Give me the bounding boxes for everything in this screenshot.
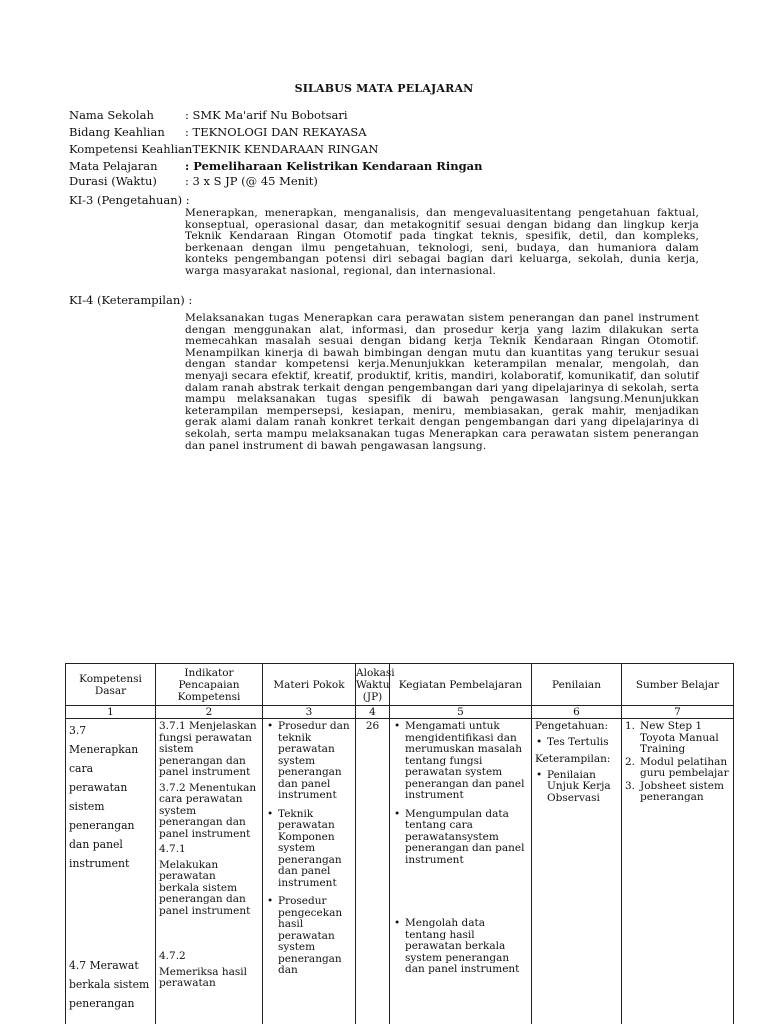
identity-value: : TEKNIK KENDARAAN RINGAN (185, 142, 379, 156)
ki3-label: KI-3 (Pengetahuan) : (69, 193, 190, 207)
ki3-text: Menerapkan, menerapkan, menganalisis, dan mengevaluasitentang pengetahuan faktual, konseptual, operasional dasar, dan metakognitif sesuai dengan bidang dan lingkup kerja Teknik Kendaraan Ringan Otomotif pada tingkat teknis, spesifik, detil, dan kompleks, berkenaan dengan ilmu pengetahuan, teknologi, seni, budaya, dan humaniora dalam konteks pengembangan potensi diri sebagai bagian dari keluarga, sekolah, dunia kerja, warga masyarakat nasional, regional, dan internasional. (185, 207, 699, 277)
indikator-item: 4.7.1 (159, 843, 186, 855)
list-item: • Mengumpulan data tentang cara perawatansystem penerangan dan panel instrument (393, 809, 528, 867)
ki4-text: Melaksanakan tugas Menerapkan cara perawatan sistem penerangan dan panel instrument dengan menggunakan alat, informasi, dan prosedur kerja yang lazim dilakukan serta memecahkan masalah sesuai dengan bidang kerja Teknik Kendaraan Ringan Otomotif. Menampilkan kinerja di bawah bimbingan dengan mutu dan kuantitas yang terukur sesuai dengan standar kompetensi kerja.Menunjukkan keterampilan menalar, mengolah, dan menyaji secara efektif, kreatif, produktif, kritis, mandiri, kolaboratif, komunikatif, dan solutif dalam ranah abstrak terkait dengan pengembangan dari yang dipelajarinya di sekolah, serta mampu melaksanakan tugas spesifik di bawah pengawasan langsung.Menunjukkan keterampilan mempersepsi, kesiapan, meniru, membiasakan, gerak mahir, menjadikan gerak alami dalam ranah konkret terkait dengan pengembangan dari yang dipelajarinya di sekolah, serta mampu melaksanakan tugas Menerapkan cara perawatan sistem penerangan dan panel instrument di bawah pengawasan langsung. (185, 312, 699, 452)
identity-row-competency (69, 142, 378, 156)
list-item: • Penilaian Unjuk Kerja Observasi (535, 770, 618, 805)
list-item: • Mengolah data tentang hasil perawatan berkala system penerangan dan panel instrument (393, 918, 528, 976)
identity-label: Kompetensi Keahlian (69, 142, 193, 156)
column-number: 6 (532, 706, 622, 719)
header-kompetensi-dasar: Kompetensi Dasar (66, 664, 156, 706)
list-number: 2. (625, 755, 636, 768)
identity-value: : 3 x S JP (@ 45 Menit) (185, 174, 318, 188)
alokasi-cell: 26 (356, 719, 390, 1024)
header-sumber-belajar: Sumber Belajar (622, 664, 734, 706)
list-item: • Tes Tertulis (535, 737, 618, 749)
header-kegiatan: Kegiatan Pembelajaran (390, 664, 532, 706)
column-number: 2 (156, 706, 263, 719)
column-number: 1 (66, 706, 156, 719)
penilaian-pengetahuan-label: Pengetahuan: (535, 720, 609, 732)
column-number: 4 (356, 706, 390, 719)
list-item (625, 781, 730, 804)
indikator-item: Melakukan perawatan berkala sistem penerangan dan panel instrument (159, 858, 251, 917)
header-penilaian: Penilaian (532, 664, 622, 706)
penilaian-keterampilan-label: Keterampilan: (535, 753, 611, 765)
list-number: 1. (625, 720, 636, 732)
sumber-text: Modul pelatihan guru pembelajar (640, 755, 729, 779)
materi-list (266, 721, 352, 977)
column-number: 3 (263, 706, 356, 719)
header-indikator: Indikator Pencapaian Kompetensi (156, 664, 263, 706)
document-title: SILABUS MATA PELAJARAN (294, 82, 474, 95)
identity-row-school (69, 108, 348, 122)
table-row (66, 719, 734, 1024)
kd-3-7: 3.7 Menerapkan cara perawatan sistem penerangan dan panel instrument (69, 724, 139, 870)
sumber-list (625, 721, 730, 804)
list-item: • Prosedur dan teknik perawatan system penerangan dan panel instrument (266, 721, 352, 802)
indikator-item: 3.7.1 Menjelaskan fungsi perawatan sistem penerangan dan panel instrument (159, 720, 257, 778)
list-number: 3. (625, 779, 636, 792)
kd-cell (66, 719, 156, 1024)
kegiatan-cell (390, 719, 532, 1024)
identity-value: : Pemeliharaan Kelistrikan Kendaraan Ringan (185, 159, 483, 173)
identity-value: : SMK Ma'arif Nu Bobotsari (185, 108, 348, 122)
kegiatan-list (393, 721, 528, 976)
materi-cell (263, 719, 356, 1024)
sumber-cell (622, 719, 734, 1024)
list-item: • Teknik perawatan Komponen system penerangan dan panel instrument (266, 809, 352, 890)
identity-row-duration (69, 174, 318, 188)
header-materi-pokok: Materi Pokok (263, 664, 356, 706)
identity-label: Durasi (Waktu) (69, 174, 157, 188)
kd-4-7: 4.7 Merawat berkala sistem penerangan (69, 959, 150, 1010)
table-header-row (66, 664, 734, 706)
identity-row-subject (69, 159, 482, 173)
column-number: 7 (622, 706, 734, 719)
penilaian-cell (532, 719, 622, 1024)
identity-row-field (69, 125, 367, 139)
identity-label: Mata Pelajaran (69, 159, 158, 173)
sumber-text: New Step 1 Toyota Manual Training (640, 720, 719, 755)
table-number-row (66, 706, 734, 719)
header-alokasi-waktu: Alokasi Waktu (JP) (356, 664, 390, 706)
indikator-item: 3.7.2 Menentukan cara perawatan system penerangan dan panel instrument (159, 781, 257, 840)
identity-value: : TEKNOLOGI DAN REKAYASA (185, 125, 367, 139)
indikator-cell (156, 719, 263, 1024)
penilaian-keterampilan-list (535, 770, 618, 805)
ki4-label: KI-4 (Keterampilan) : (69, 293, 193, 307)
list-item (625, 757, 730, 780)
list-item: • Mengamati untuk mengidentifikasi dan merumuskan masalah tentang fungsi perawatan system penerangan dan panel instrument (393, 721, 528, 802)
indikator-item: Memeriksa hasil perawatan (159, 965, 247, 989)
identity-label: Bidang Keahlian (69, 125, 165, 139)
list-item: • Prosedur pengecekan hasil perawatan system penerangan dan (266, 896, 352, 977)
indikator-item: 4.7.2 (159, 950, 186, 962)
column-number: 5 (390, 706, 532, 719)
list-item (625, 721, 730, 756)
penilaian-pengetahuan-list (535, 737, 618, 749)
syllabus-table (65, 663, 734, 1024)
sumber-text: Jobsheet sistem penerangan (640, 779, 724, 803)
identity-label: Nama Sekolah (69, 108, 154, 122)
